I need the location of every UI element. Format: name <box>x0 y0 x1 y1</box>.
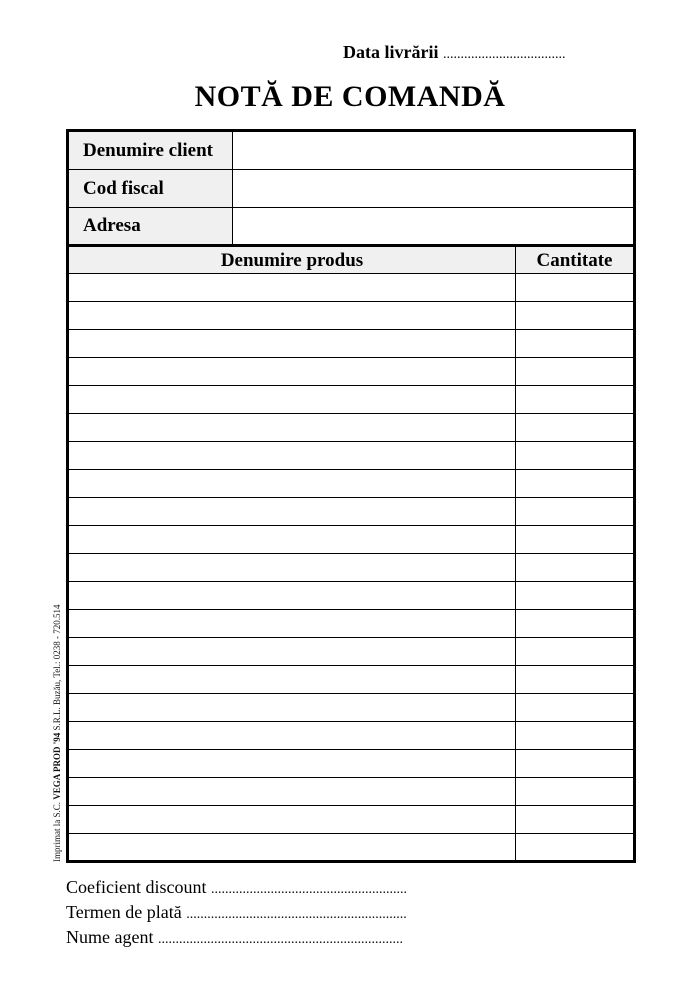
table-row <box>69 666 633 694</box>
table-row <box>69 526 633 554</box>
product-name-cell[interactable] <box>69 330 516 357</box>
table-row <box>69 694 633 722</box>
table-row <box>69 470 633 498</box>
product-name-cell[interactable] <box>69 526 516 553</box>
product-name-cell[interactable] <box>69 834 516 861</box>
product-name-header: Denumire produs <box>69 247 516 273</box>
product-name-cell[interactable] <box>69 806 516 833</box>
table-row <box>69 722 633 750</box>
discount-line <box>66 876 407 901</box>
client-name-field[interactable] <box>234 132 633 169</box>
imprint-suffix: S.R.L. Buzău, Tel.: 0238 - 720.514 <box>52 604 62 733</box>
table-row <box>69 638 633 666</box>
imprint-company: VEGA PROD '94 <box>52 732 62 800</box>
fiscal-code-row <box>69 170 633 208</box>
delivery-date-field[interactable]: ................................... <box>442 47 566 62</box>
discount-label: Coeficient discount <box>66 877 207 897</box>
quantity-cell[interactable] <box>516 358 633 385</box>
quantity-cell[interactable] <box>516 750 633 777</box>
quantity-cell[interactable] <box>516 470 633 497</box>
address-field[interactable] <box>234 208 633 244</box>
quantity-cell[interactable] <box>516 638 633 665</box>
quantity-cell[interactable] <box>516 414 633 441</box>
product-name-cell[interactable] <box>69 414 516 441</box>
delivery-date-label: Data livrării <box>343 42 439 62</box>
table-row <box>69 834 633 861</box>
table-row <box>69 274 633 302</box>
table-row <box>69 498 633 526</box>
quantity-cell[interactable] <box>516 778 633 805</box>
quantity-cell[interactable] <box>516 274 633 301</box>
product-name-cell[interactable] <box>69 638 516 665</box>
quantity-cell[interactable] <box>516 302 633 329</box>
quantity-cell[interactable] <box>516 386 633 413</box>
product-name-cell[interactable] <box>69 470 516 497</box>
printer-imprint <box>52 605 62 862</box>
product-name-cell[interactable] <box>69 582 516 609</box>
product-name-cell[interactable] <box>69 750 516 777</box>
quantity-header: Cantitate <box>536 250 613 271</box>
product-name-cell[interactable] <box>69 386 516 413</box>
product-name-cell[interactable] <box>69 302 516 329</box>
quantity-cell[interactable] <box>516 330 633 357</box>
products-table-body <box>69 274 633 861</box>
address-row <box>69 208 633 247</box>
quantity-cell[interactable] <box>516 442 633 469</box>
quantity-cell[interactable] <box>516 694 633 721</box>
quantity-cell[interactable] <box>516 806 633 833</box>
document-title: NOTĂ DE COMANDĂ <box>194 80 506 113</box>
quantity-cell[interactable] <box>516 554 633 581</box>
quantity-cell[interactable] <box>516 834 633 861</box>
product-name-cell[interactable] <box>69 442 516 469</box>
fiscal-code-label: Cod fiscal <box>69 170 233 207</box>
product-name-cell[interactable] <box>69 274 516 301</box>
table-row <box>69 386 633 414</box>
table-row <box>69 414 633 442</box>
payment-term-label: Termen de plată <box>66 902 182 922</box>
table-row <box>69 358 633 386</box>
client-name-label: Denumire client <box>69 132 233 169</box>
agent-name-line <box>66 926 407 951</box>
table-row <box>69 554 633 582</box>
product-name-cell[interactable] <box>69 358 516 385</box>
table-row <box>69 806 633 834</box>
table-row <box>69 442 633 470</box>
product-name-cell[interactable] <box>69 778 516 805</box>
products-table-header <box>69 247 633 274</box>
table-row <box>69 302 633 330</box>
quantity-cell[interactable] <box>516 610 633 637</box>
quantity-cell[interactable] <box>516 498 633 525</box>
quantity-cell[interactable] <box>516 666 633 693</box>
table-row <box>69 778 633 806</box>
imprint-prefix: Imprimat la S.C. <box>52 799 62 862</box>
product-name-cell[interactable] <box>69 722 516 749</box>
table-row <box>69 582 633 610</box>
product-name-cell[interactable] <box>69 694 516 721</box>
payment-term-field[interactable]: ............................................................... <box>186 907 407 922</box>
product-name-cell[interactable] <box>69 610 516 637</box>
agent-name-field[interactable]: ...................................................................... <box>157 932 403 947</box>
table-row <box>69 610 633 638</box>
table-row <box>69 330 633 358</box>
quantity-cell[interactable] <box>516 526 633 553</box>
payment-term-line <box>66 901 407 926</box>
client-name-row <box>69 132 633 170</box>
address-label: Adresa <box>69 208 233 244</box>
product-name-cell[interactable] <box>69 554 516 581</box>
quantity-cell[interactable] <box>516 582 633 609</box>
product-name-cell[interactable] <box>69 666 516 693</box>
order-form-box <box>66 129 636 863</box>
order-footer <box>66 876 407 951</box>
quantity-cell[interactable] <box>516 722 633 749</box>
discount-field[interactable]: ........................................................ <box>210 882 407 897</box>
product-name-cell[interactable] <box>69 498 516 525</box>
agent-name-label: Nume agent <box>66 927 154 947</box>
delivery-date-line <box>343 42 565 63</box>
fiscal-code-field[interactable] <box>234 170 633 207</box>
table-row <box>69 750 633 778</box>
